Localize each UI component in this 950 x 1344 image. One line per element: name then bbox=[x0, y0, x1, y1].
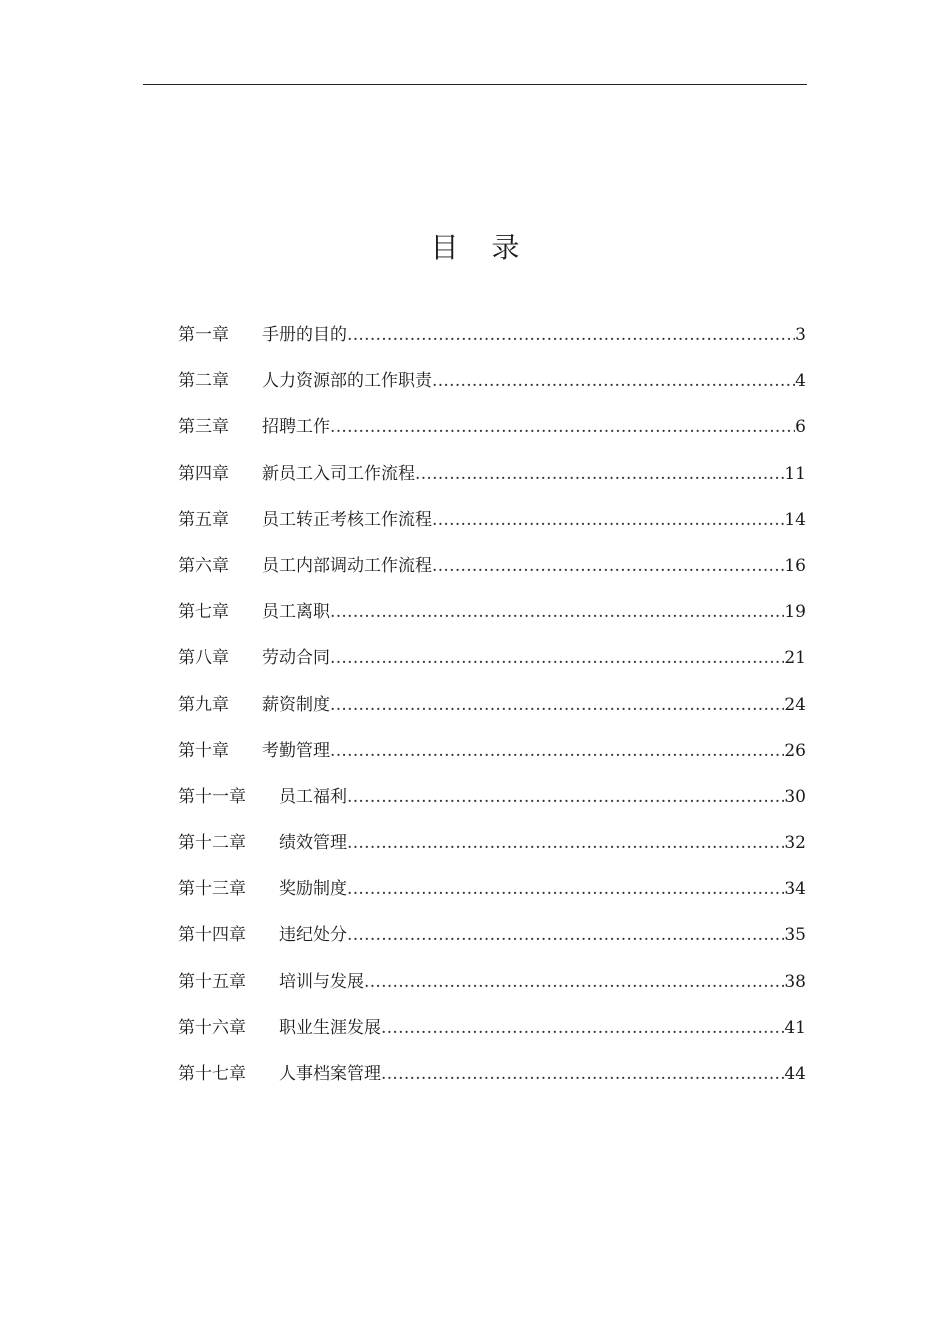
toc-chapter-title: 招聘工作 bbox=[262, 417, 330, 438]
toc-chapter-number: 第七章 bbox=[178, 602, 229, 623]
toc-page-number: 4 bbox=[795, 371, 806, 392]
toc-list bbox=[178, 322, 806, 1107]
toc-entry[interactable] bbox=[178, 1015, 806, 1061]
toc-dot-leader bbox=[432, 507, 784, 533]
toc-chapter-title: 奖励制度 bbox=[279, 879, 347, 900]
toc-entry[interactable] bbox=[178, 507, 806, 553]
toc-page-number: 26 bbox=[784, 740, 806, 761]
toc-chapter-number: 第八章 bbox=[178, 648, 229, 669]
toc-entry[interactable] bbox=[178, 922, 806, 968]
toc-entry[interactable] bbox=[178, 368, 806, 414]
toc-entry[interactable] bbox=[178, 969, 806, 1015]
toc-entry[interactable] bbox=[178, 322, 806, 368]
toc-chapter-number: 第四章 bbox=[178, 463, 229, 484]
toc-chapter-title: 人事档案管理 bbox=[279, 1064, 381, 1084]
toc-entry[interactable] bbox=[178, 830, 806, 876]
toc-chapter-number: 第十五章 bbox=[178, 971, 246, 992]
toc-dot-leader bbox=[347, 784, 784, 810]
toc-entry[interactable] bbox=[178, 645, 806, 691]
toc-page-number: 3 bbox=[795, 325, 806, 345]
toc-entry[interactable] bbox=[178, 738, 806, 784]
toc-chapter-number: 第三章 bbox=[178, 417, 229, 438]
toc-chapter-number: 第二章 bbox=[178, 371, 229, 392]
toc-page-number: 16 bbox=[784, 555, 806, 576]
toc-dot-leader bbox=[364, 969, 784, 995]
toc-page-number: 34 bbox=[784, 879, 806, 900]
toc-chapter-title: 劳动合同 bbox=[262, 648, 330, 669]
toc-chapter-number: 第十章 bbox=[178, 740, 229, 761]
toc-page-number: 30 bbox=[784, 786, 806, 807]
toc-chapter-number: 第十四章 bbox=[178, 925, 246, 946]
toc-entry[interactable] bbox=[178, 692, 806, 738]
toc-title: 目 录 bbox=[430, 231, 532, 264]
toc-entry[interactable] bbox=[178, 599, 806, 645]
toc-chapter-number: 第六章 bbox=[178, 555, 229, 576]
toc-entry[interactable] bbox=[178, 414, 806, 460]
toc-dot-leader bbox=[432, 368, 795, 394]
toc-entry[interactable] bbox=[178, 1061, 806, 1107]
toc-chapter-title: 员工离职 bbox=[262, 602, 330, 623]
toc-dot-leader bbox=[330, 692, 784, 718]
toc-chapter-title: 培训与发展 bbox=[279, 971, 364, 992]
toc-chapter-title: 考勤管理 bbox=[262, 740, 330, 761]
toc-page-number: 19 bbox=[784, 602, 806, 623]
toc-chapter-title: 违纪处分 bbox=[279, 925, 347, 946]
toc-page-number: 21 bbox=[784, 648, 806, 669]
toc-chapter-number: 第五章 bbox=[178, 509, 229, 530]
toc-chapter-title: 手册的目的 bbox=[262, 325, 347, 345]
toc-dot-leader bbox=[347, 876, 784, 902]
toc-entry[interactable] bbox=[178, 461, 806, 507]
toc-dot-leader bbox=[347, 322, 795, 348]
toc-page-number: 24 bbox=[784, 694, 806, 715]
toc-chapter-title: 薪资制度 bbox=[262, 694, 330, 715]
toc-dot-leader bbox=[330, 414, 795, 440]
toc-chapter-number: 第九章 bbox=[178, 694, 229, 715]
toc-dot-leader bbox=[347, 922, 784, 948]
toc-dot-leader bbox=[347, 830, 784, 856]
toc-dot-leader bbox=[330, 738, 784, 764]
toc-page-number: 32 bbox=[784, 833, 806, 854]
toc-chapter-title: 员工福利 bbox=[279, 786, 347, 807]
toc-page-number: 38 bbox=[784, 971, 806, 992]
toc-chapter-number: 第十一章 bbox=[178, 786, 246, 807]
header-rule bbox=[143, 84, 807, 85]
toc-entry[interactable] bbox=[178, 784, 806, 830]
toc-page-number: 6 bbox=[795, 417, 806, 438]
toc-dot-leader bbox=[330, 645, 784, 671]
toc-chapter-number: 第十三章 bbox=[178, 879, 246, 900]
toc-page-number: 14 bbox=[784, 509, 806, 530]
toc-chapter-number: 第十二章 bbox=[178, 833, 246, 854]
toc-entry[interactable] bbox=[178, 876, 806, 922]
toc-chapter-title: 新员工入司工作流程 bbox=[262, 463, 415, 484]
toc-chapter-title: 员工内部调动工作流程 bbox=[262, 555, 432, 576]
toc-chapter-number: 第十七章 bbox=[178, 1064, 246, 1084]
toc-page-number: 41 bbox=[784, 1017, 806, 1038]
toc-dot-leader bbox=[415, 461, 784, 487]
toc-dot-leader bbox=[381, 1061, 784, 1087]
toc-chapter-number: 第一章 bbox=[178, 325, 229, 345]
toc-page-number: 44 bbox=[784, 1064, 806, 1084]
toc-dot-leader bbox=[381, 1015, 784, 1041]
toc-page-number: 35 bbox=[784, 925, 806, 946]
toc-chapter-title: 员工转正考核工作流程 bbox=[262, 509, 432, 530]
toc-chapter-title: 绩效管理 bbox=[279, 833, 347, 854]
toc-dot-leader bbox=[432, 553, 784, 579]
toc-chapter-title: 职业生涯发展 bbox=[279, 1017, 381, 1038]
toc-entry[interactable] bbox=[178, 553, 806, 599]
toc-dot-leader bbox=[330, 599, 784, 625]
toc-page-number: 11 bbox=[784, 463, 806, 484]
toc-chapter-title: 人力资源部的工作职责 bbox=[262, 371, 432, 392]
toc-chapter-number: 第十六章 bbox=[178, 1017, 246, 1038]
